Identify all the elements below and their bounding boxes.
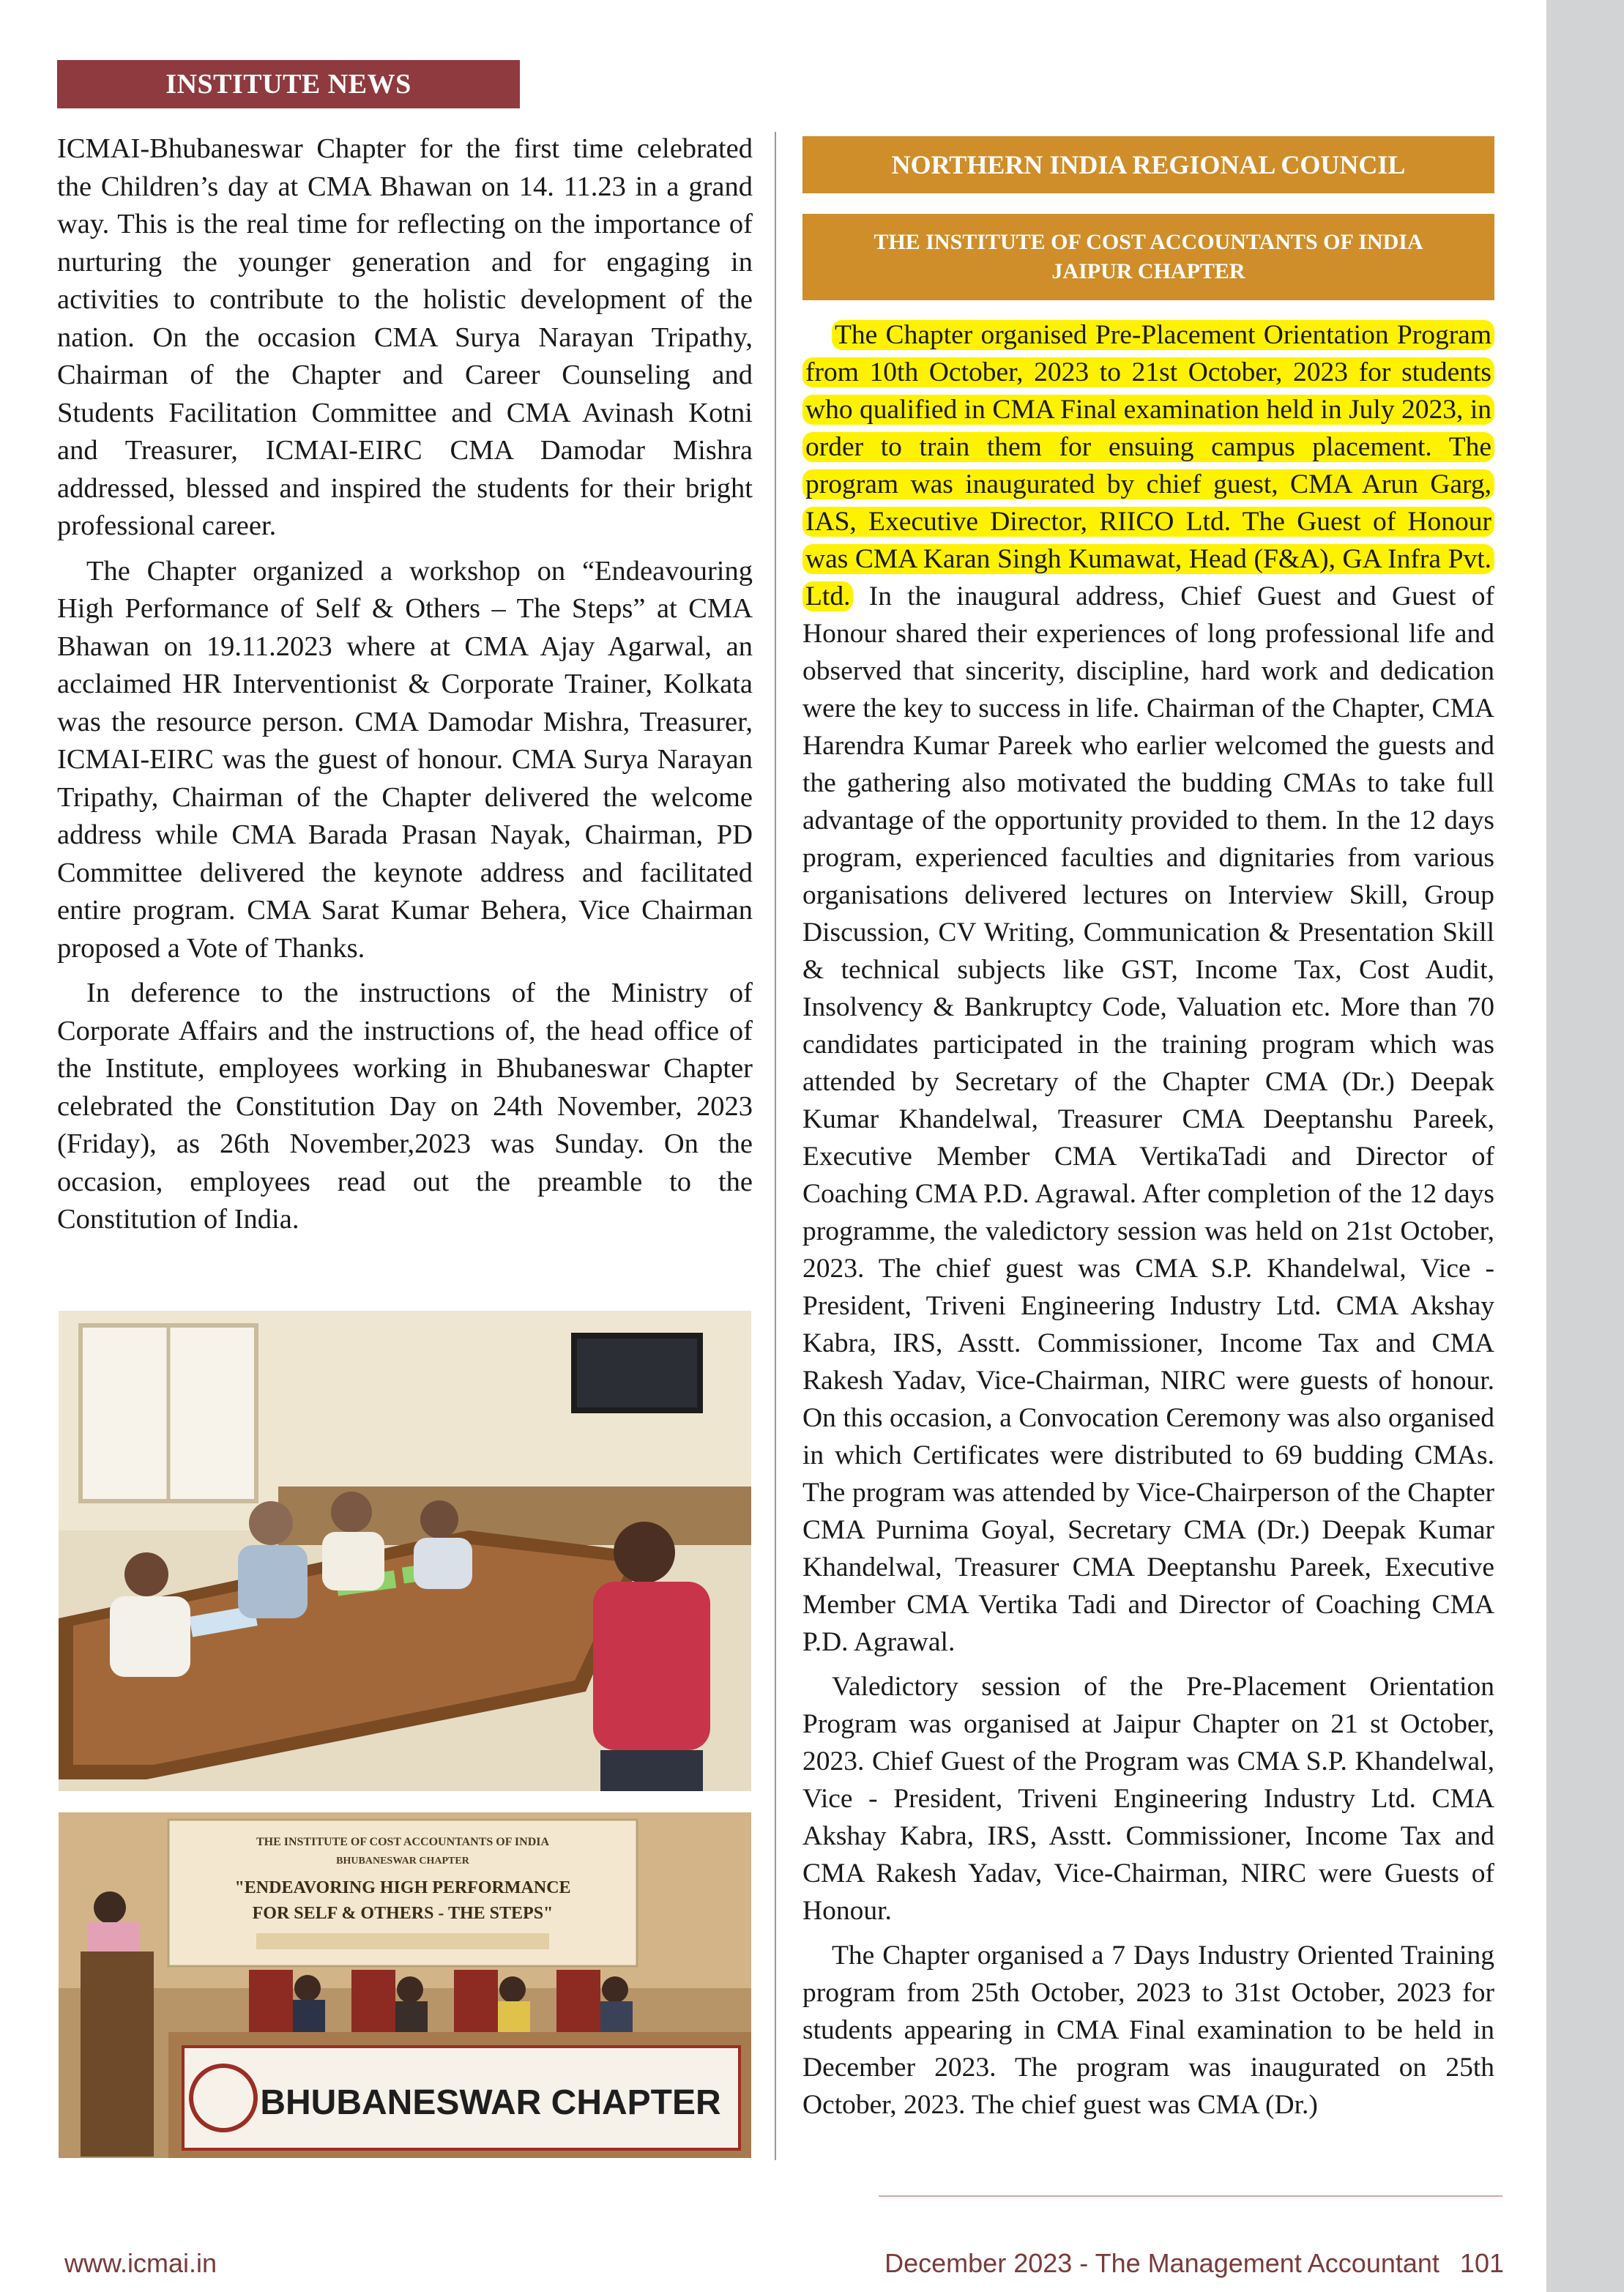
- highlighted-text: The Chapter organised Pre-Placement Orientation Program from 10th October, 2023 to 21st October, 2023 for students who qualified in CMA Final examination held in July 2023, in order to train them for ensuing campus placement. The program was inaugurated by chief guest, CMA Arun Garg, IAS, Executive Director, RIICO Ltd. The Guest of Honour was CMA Karan Singh Kumawat, Head (F&A), GA Infra Pvt. Ltd.: [802, 320, 1494, 611]
- page-number: 101: [1459, 2248, 1504, 2278]
- right-paragraph-1-rest: In the inaugural address, Chief Guest and Guest of Honour shared their experiences of long professional life and observed that sincerity, discipline, hard work and dedication were the key to success in life. Chairman of the Chapter, CMA Harendra Kumar Pareek who earlier welcomed the guests and the gathering also motivated the budding CMAs to take full advantage of the opportunity provided to them. In the 12 days program, experienced faculties and dignitaries from various organisations delivered lectures on Interview Skill, Group Discussion, CV Writing, Communication & Presentation Skill & technical subjects like GST, Income Tax, Cost Audit, Insolvency & Bankruptcy Code, Valuation etc. More than 70 candidates participated in the training program which was attended by Secretary of the Chapter CMA (Dr.) Deepak Kumar Khandelwal, Treasurer CMA Deeptanshu Pareek, Executive Member CMA VertikaTadi and Director of Coaching CMA P.D. Agrawal. After completion of the 12 days programme, the valedictory session was held on 21st October, 2023. The chief guest was CMA S.P. Khandelwal, Vice - President, Triveni Engineering Industry Ltd. CMA Akshay Kabra, IRS, Asstt. Commissioner, Income Tax and CMA Rakesh Yadav, Vice-Chairman, NIRC were guests of honour. On this occasion, a Convocation Ceremony was also organised in which Certificates were distributed to 69 budding CMAs. The program was attended by Vice-Chairperson of the Chapter CMA Purnima Goyal, Secretary CMA (Dr.) Deepak Kumar Khandelwal, Treasurer CMA Deeptanshu Pareek, Executive Member CMA Vertika Tadi and Director of Coaching CMA P.D. Agrawal.: [802, 581, 1494, 1657]
- side-margin-strip: [1546, 0, 1624, 2292]
- left-paragraph-1: ICMAI-Bhubaneswar Chapter for the first time celebrated the Children’s day at CMA Bhawan on 14. 11.23 in a grand way. This is the real time for reflecting on the importance of nurturing the younger generation and for engaging in activities to contribute to the holistic development of the nation. On the occasion CMA Surya Narayan Tripathy, Chairman of the Chapter and Career Counseling and Students Facilitation Committee and CMA Avinash Kotni and Treasurer, ICMAI-EIRC CMA Damodar Mishra addressed, blessed and inspired the students for their bright professional career.: [57, 133, 753, 541]
- left-paragraph-2: The Chapter organized a workshop on “Endeavouring High Performance of Self & Others – The Steps” at CMA Bhawan on 19.11.2023 where at CMA Ajay Agarwal, an acclaimed HR Interventionist & Corporate Trainer, Kolkata was the resource person. CMA Damodar Mishra, Treasurer, ICMAI-EIRC was the guest of honour. CMA Surya Narayan Tripathy, Chairman of the Chapter delivered the welcome address while CMA Barada Prasan Nayak, Chairman, PD Committee delivered the keynote address and facilitated entire program. CMA Sarat Kumar Behera, Vice Chairman proposed a Vote of Thanks.: [57, 555, 753, 964]
- meeting-photo: [59, 1311, 751, 1791]
- right-paragraph-2: Valedictory session of the Pre-Placement Orientation Program was organised at Jaipur Chapter on 21 st October, 2023. Chief Guest of the Program was CMA S.P. Khandelwal, Vice - President, Triveni Engineering Industry Ltd. CMA Akshay Kabra, IRS, Asstt. Commissioner, Income Tax and CMA Rakesh Yadav, Vice-Chairman, NIRC were Guests of Honour.: [802, 1672, 1494, 1926]
- backdrop-line-2: BHUBANESWAR CHAPTER: [336, 1856, 469, 1867]
- backdrop-line-1: THE INSTITUTE OF COST ACCOUNTANTS OF INDIA: [256, 1836, 550, 1848]
- column-divider: [775, 132, 776, 2160]
- region-banner: NORTHERN INDIA REGIONAL COUNCIL: [802, 136, 1494, 193]
- left-paragraph-3: In deference to the instructions of the Ministry of Corporate Affairs and the instructions of, the head office of the Institute, employees working in Bhubaneswar Chapter celebrated the Constitution Day on 24th November, 2023 (Friday), as 26th November,2023 was Sunday. On the occasion, employees read out the preamble to the Constitution of India.: [57, 978, 753, 1235]
- right-column: [802, 136, 1494, 2131]
- footer-issue: [884, 2248, 1504, 2279]
- right-paragraph-1: [802, 316, 1494, 1661]
- workshop-photo-illustration: [59, 1812, 751, 2158]
- left-column: [57, 130, 753, 1246]
- chapter-banner-line-2: JAIPUR CHAPTER: [1051, 259, 1245, 283]
- backdrop-line-3: "ENDEAVORING HIGH PERFORMANCE: [234, 1878, 571, 1897]
- chapter-banner-line-1: THE INSTITUTE OF COST ACCOUNTANTS OF INDIA: [874, 230, 1423, 254]
- footer-issue-title: December 2023 - The Management Accountant: [884, 2248, 1439, 2278]
- chapter-banner: [802, 214, 1494, 300]
- right-paragraph-3: The Chapter organised a 7 Days Industry Oriented Training program from 25th October, 2023 to 31st October, 2023 for students appearing in CMA Final examination to be held in December 2023. The program was inaugurated on 25th October, 2023. The chief guest was CMA (Dr.): [802, 1941, 1494, 2120]
- footer-website: www.icmai.in: [64, 2248, 217, 2278]
- meeting-photo-illustration: [59, 1311, 751, 1791]
- section-header: INSTITUTE NEWS: [57, 60, 520, 108]
- workshop-photo: [59, 1812, 751, 2158]
- footer-rule: [879, 2195, 1502, 2197]
- dais-sign-text: BHUBANESWAR CHAPTER: [260, 2083, 721, 2122]
- backdrop-line-4: FOR SELF & OTHERS - THE STEPS": [252, 1904, 554, 1923]
